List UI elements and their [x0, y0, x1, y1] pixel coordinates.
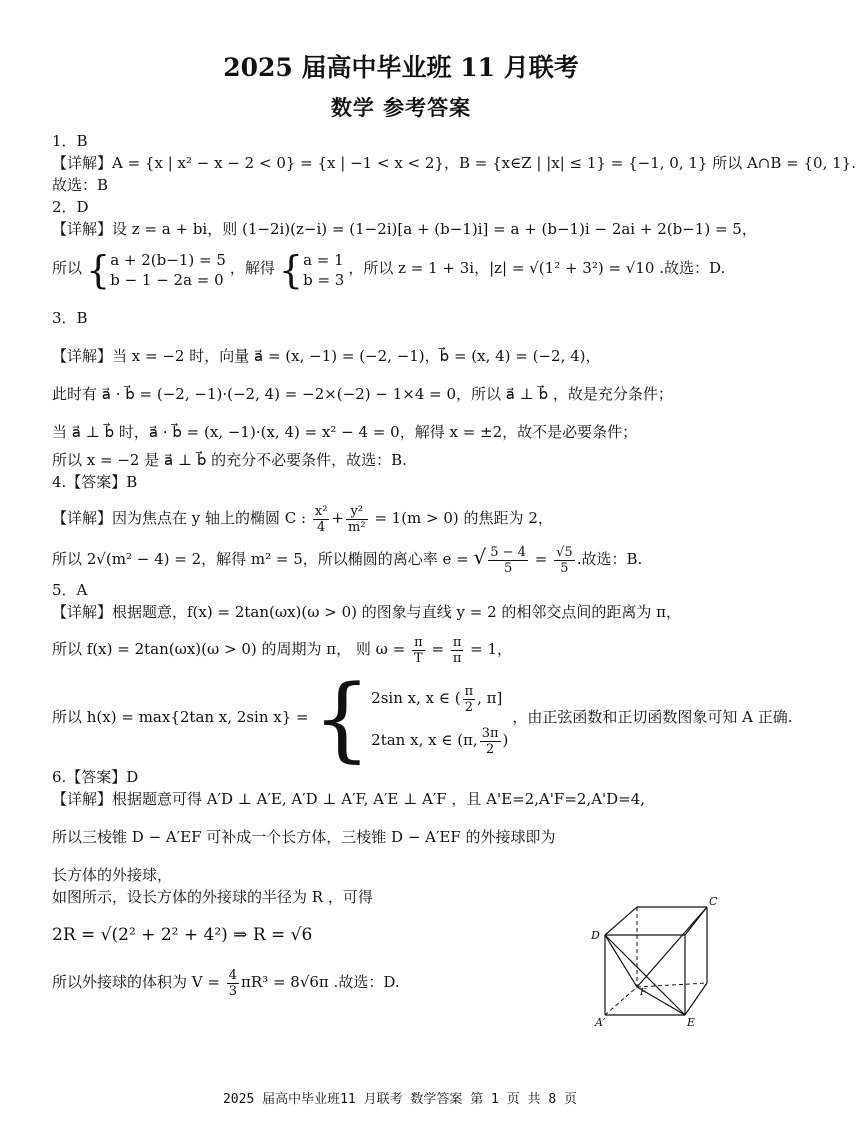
q5-line1: 【详解】根据题意，f(x) = 2tan(ωx)(ω > 0) 的图象与直线 y = 2 的相邻交点间的距离为 π，	[52, 603, 682, 621]
q6-line5: 2R = √(2² + 2² + 4²) ⇒ R = √6	[52, 925, 313, 945]
q2-sys1-row2: b − 1 − 2a = 0	[110, 271, 224, 289]
numerator: π	[412, 635, 425, 651]
numerator: 3π	[481, 725, 499, 741]
numerator: π	[452, 634, 462, 650]
q5-text: 2tan x, x ∈ (π,	[371, 731, 478, 749]
page-footer: 2025 届高中毕业班11 月联考 数学答案 第 1 页 共 8 页	[222, 1092, 578, 1107]
q5-text: = 1，	[470, 640, 513, 658]
q3-line3: 当 a⃗ ⊥ b⃗ 时，a⃗ · b⃗ = (x, −1)·(x, 4) = x² − 4 = 0，解得 x = ±2，故不是必要条件；	[52, 423, 638, 441]
q2-system-1	[86, 247, 226, 291]
q5-text: =	[431, 640, 445, 658]
denominator: T	[414, 650, 423, 666]
vertex-label-f: F	[640, 988, 647, 998]
brace-glyph: {	[278, 248, 304, 292]
q5-text: 所以 f(x) = 2tan(ωx)(ω > 0) 的周期为 π， 则 ω =	[52, 640, 406, 658]
q3-line4: 所以 x = −2 是 a⃗ ⊥ b⃗ 的充分不必要条件，故选：B.	[52, 451, 407, 469]
vertex-label-e: E	[687, 1016, 696, 1029]
q4-text: =	[534, 550, 548, 568]
fraction	[451, 635, 464, 666]
q5-case1	[371, 677, 508, 719]
q2-sys1-row1: a + 2(b−1) = 5	[110, 251, 226, 269]
denominator: 3	[228, 983, 238, 999]
q6-line4: 如图所示，设长方体的外接球的半径为 R ，可得	[52, 888, 373, 906]
q5-head: 5．A	[52, 581, 88, 599]
cuboid-edges	[605, 907, 707, 1015]
q4-text: +	[331, 509, 344, 527]
vertex-label-c: C	[709, 895, 718, 908]
q2-mid: ，解得	[229, 259, 275, 277]
denominator: 5	[560, 560, 569, 576]
q4-text: 【详解】因为焦点在 y 轴上的椭圆 C :	[52, 509, 307, 527]
fraction	[463, 684, 476, 715]
q2-prefix: 所以	[52, 259, 83, 277]
q2-system-2	[279, 247, 344, 291]
numerator: 4	[228, 967, 238, 983]
q2-sys2-row1: a = 1	[303, 251, 344, 269]
q2-solution	[52, 246, 750, 291]
q5-text: ，由正弦函数和正切函数图象可知 A 正确.	[512, 708, 793, 726]
vertex-label-d: D	[591, 929, 600, 942]
q5-text: , π]	[477, 689, 503, 707]
brace-glyph: {	[312, 665, 372, 772]
fraction	[346, 504, 368, 535]
q2-suffix: ，所以 z = 1 + 3i，|z| = √(1² + 3²) = √10 .故选：D.	[348, 259, 726, 277]
cuboid-figure	[585, 893, 745, 1028]
numerator: x²	[314, 503, 328, 519]
vertex-label-a: A′	[595, 1016, 606, 1029]
q1-head: 1．B	[52, 132, 88, 150]
q1-conclusion: 故选：B	[52, 176, 109, 194]
fraction	[313, 504, 330, 535]
page-title: 2025 届高中毕业班 11 月联考	[223, 53, 579, 82]
q2-sys2-row2: b = 3	[303, 271, 345, 289]
numerator: √5	[556, 544, 573, 560]
q3-line1: 【详解】当 x = −2 时，向量 a⃗ = (x, −1) = (−2, −1)，b⃗ = (x, 4) = (−2, 4)，	[52, 347, 601, 365]
denominator: 5	[503, 560, 513, 576]
q6-text: πR³ = 8√6π .故选：D.	[241, 973, 400, 991]
fraction	[480, 726, 501, 757]
q6-line1: 【详解】根据题意可得 A′D ⊥ A′E, A′D ⊥ A′F, A′E ⊥ A′F ，且 A'E=2,A'F=2,A'D=4,	[52, 790, 646, 808]
q6-line3: 长方体的外接球，	[52, 866, 173, 884]
q5-text: 2sin x, x ∈ (	[371, 689, 461, 707]
q2-detail: 【详解】设 z = a + bi，则 (1−2i)(z−i) = (1−2i)[a + (b−1)i] = a + (b−1)i − 2ai + 2(b−1) = 5，	[52, 220, 757, 238]
q5-line3	[52, 665, 793, 772]
q5-line2	[52, 629, 750, 669]
q5-piecewise	[312, 665, 509, 772]
q5-case2	[371, 719, 508, 761]
q2-head: 2．D	[52, 198, 89, 216]
page-subtitle: 数学 参考答案	[330, 95, 472, 120]
numerator: 5 − 4	[490, 544, 526, 560]
fraction	[488, 545, 528, 576]
numerator: π	[464, 683, 474, 699]
sqrt-sign: √	[473, 545, 487, 569]
denominator: 2	[485, 741, 495, 757]
q4-text: .故选：B.	[576, 550, 643, 568]
denominator: π	[452, 650, 462, 666]
fraction	[554, 545, 575, 576]
q1-detail: 【详解】A = {x | x² − x − 2 < 0} = {x | −1 < x < 2}，B = {x∈Z | |x| ≤ 1} = {−1, 0, 1} 所以 A∩B = {0, 1}.	[52, 154, 856, 172]
fraction	[227, 968, 239, 999]
denominator: 4	[317, 519, 326, 535]
q6-line2: 所以三棱锥 D − A′EF 可补成一个长方体，三棱锥 D − A′EF 的外接球即为	[52, 828, 556, 846]
q4-line1	[52, 499, 750, 537]
q6-text: 所以外接球的体积为 V =	[52, 973, 220, 991]
q3-head: 3．B	[52, 309, 88, 327]
q4-line2	[52, 537, 750, 579]
brace-glyph: {	[86, 248, 111, 292]
denominator: 2	[464, 699, 473, 715]
denominator: m²	[348, 519, 366, 535]
q6-head: 6.【答案】D	[52, 768, 139, 786]
q5-text: )	[502, 731, 509, 749]
q5-text: 所以 h(x) = max{2tan x, 2sin x} =	[52, 708, 309, 726]
numerator: y²	[346, 504, 368, 520]
q4-head: 4.【答案】B	[52, 473, 138, 491]
q4-text: = 1(m > 0) 的焦距为 2，	[374, 509, 553, 527]
q4-text: 所以 2√(m² − 4) = 2，解得 m² = 5，所以椭圆的离心率 e =	[52, 550, 469, 568]
q3-line2: 此时有 a⃗ · b⃗ = (−2, −1)·(−2, 4) = −2×(−2) − 1×4 = 0，所以 a⃗ ⊥ b⃗ ，故是充分条件；	[52, 385, 673, 403]
fraction	[412, 635, 425, 666]
